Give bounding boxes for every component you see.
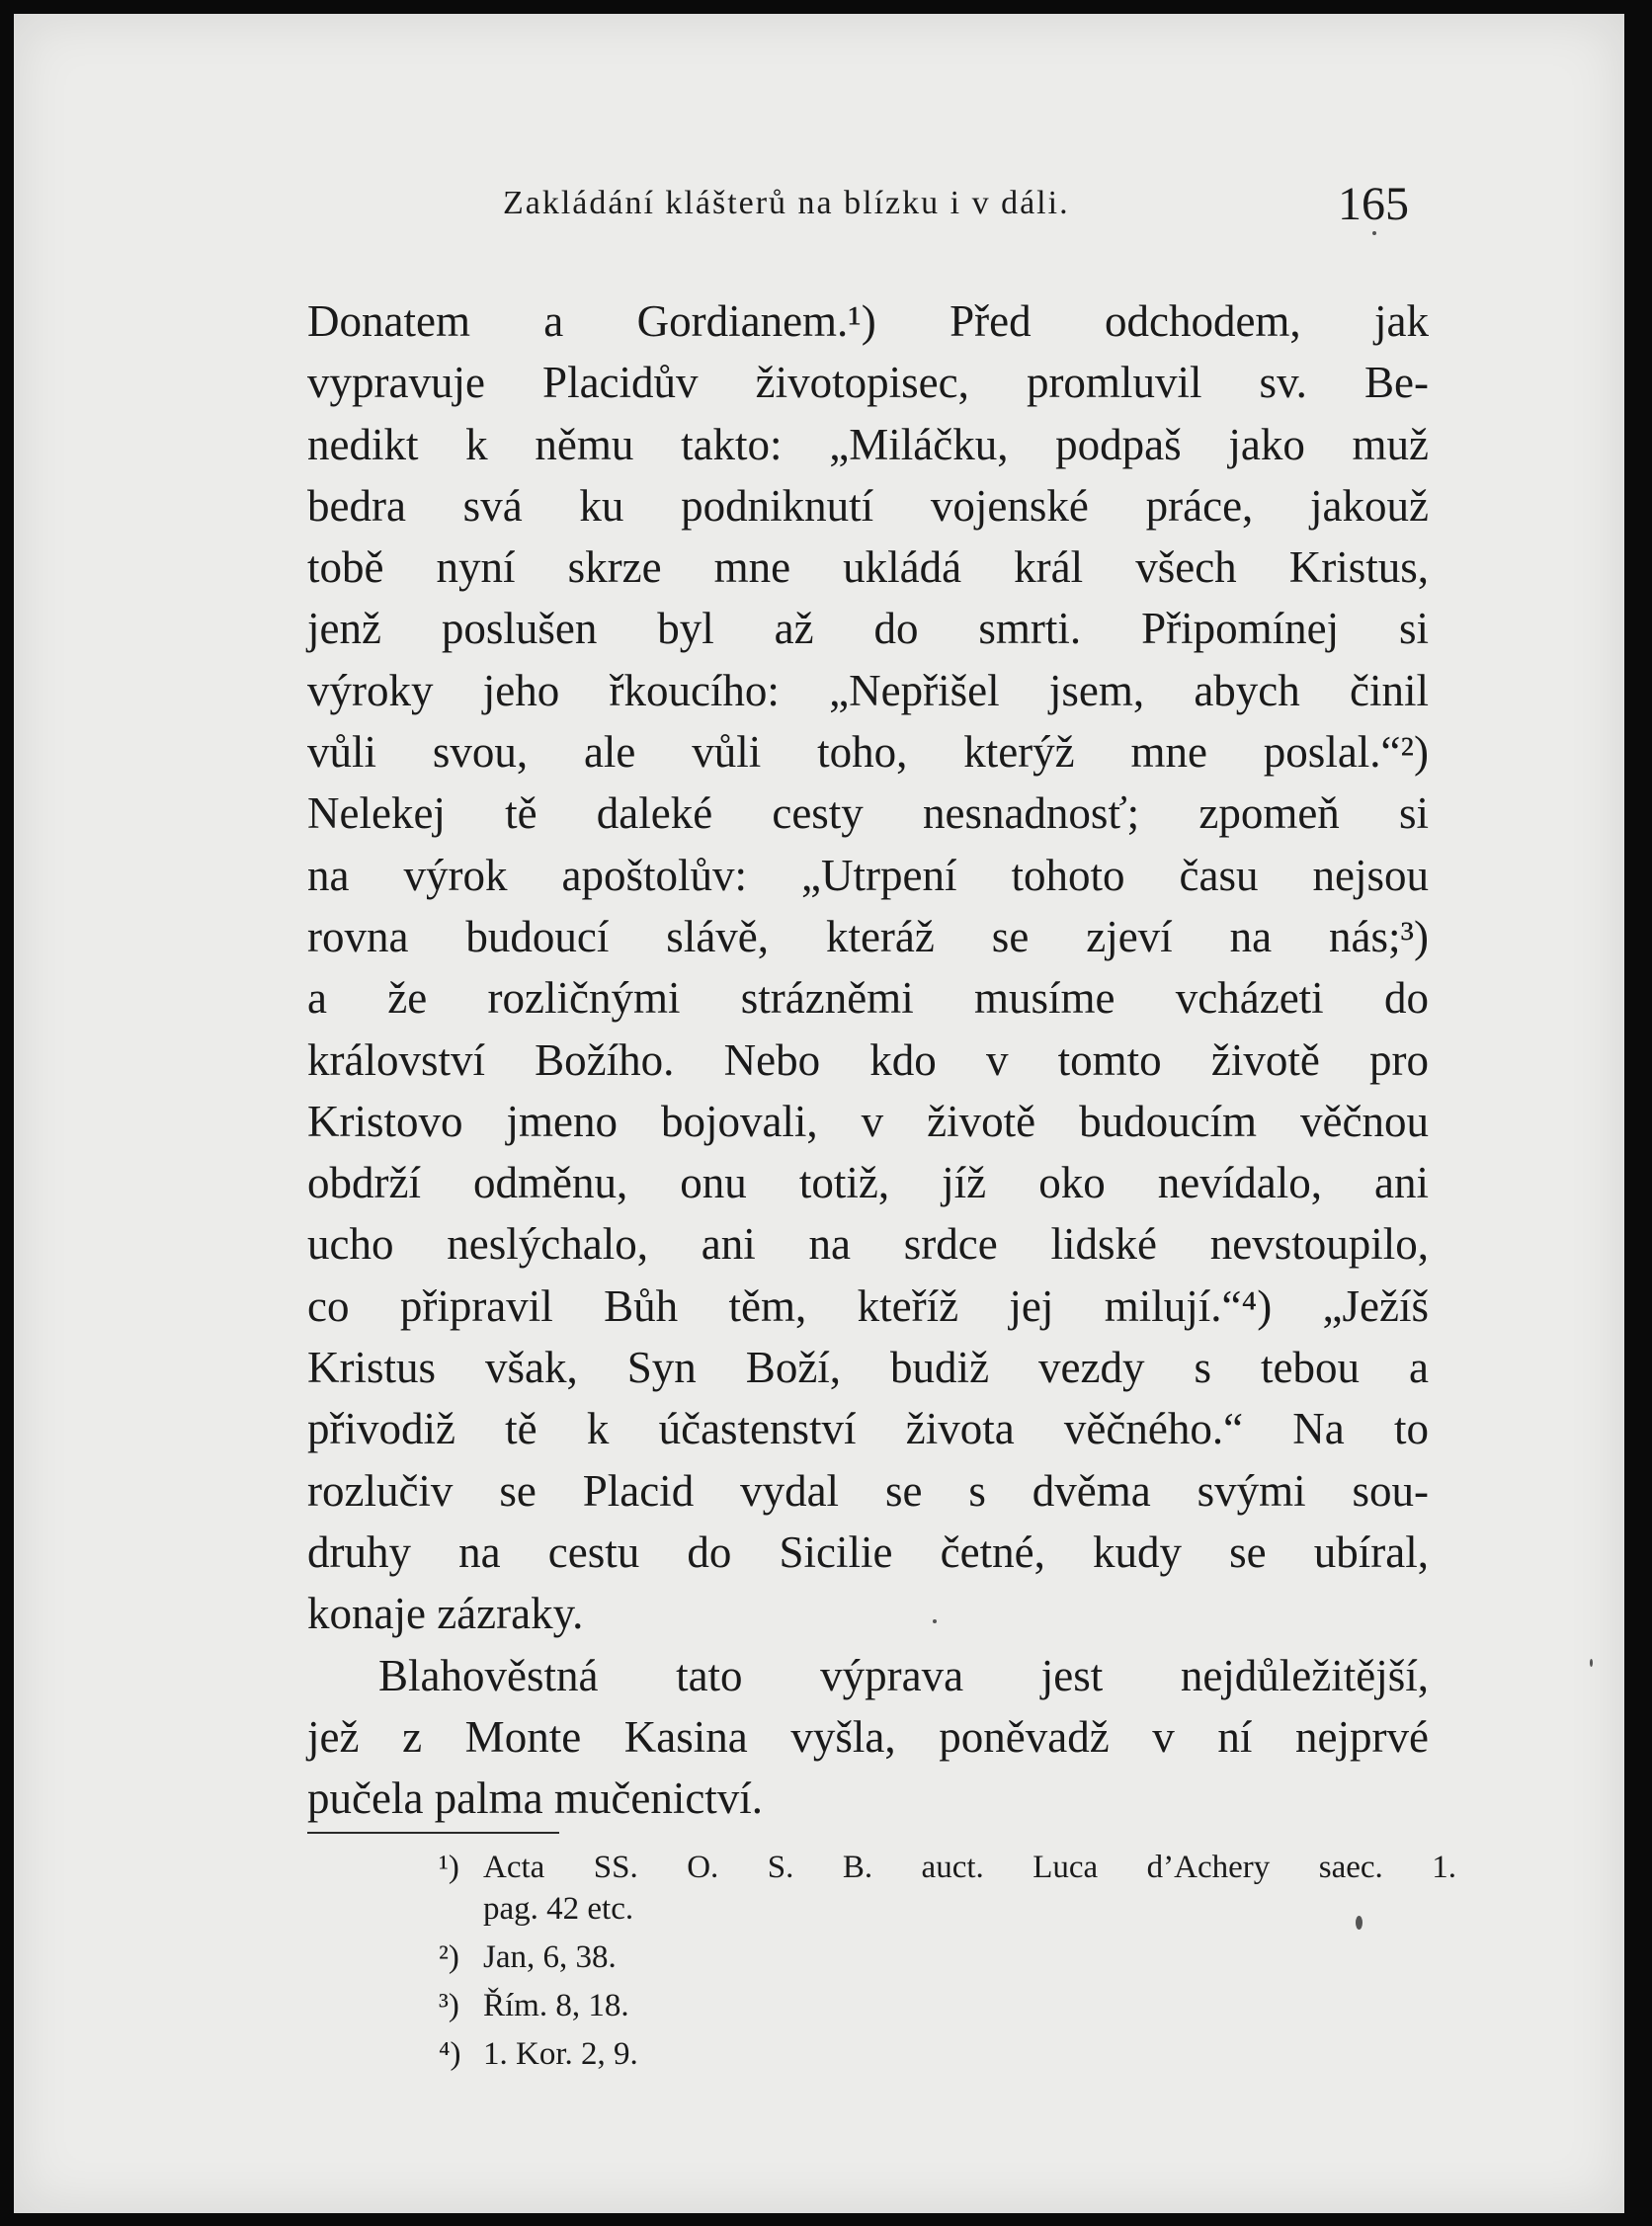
text-line: ucho neslýchalo, ani na srdce lidské nevstoupilo, xyxy=(307,1219,1429,1270)
main-text xyxy=(307,290,1429,1829)
text-line: přivodiž tě k účastenství života věčného.“ Na to xyxy=(307,1404,1429,1454)
footnote-text: pag. 42 etc. xyxy=(483,1891,634,1927)
text-line: rozlučiv se Placid vydal se s dvěma svými sou- xyxy=(307,1465,1429,1516)
text-line: a že rozličnými strázněmi musíme vcházeti do xyxy=(307,973,1429,1024)
footnote-text: Řím. 8, 18. xyxy=(483,1988,629,2023)
footnote-mark: ³) xyxy=(439,1988,459,2023)
text-line: vůli svou, ale vůli toho, kterýž mne poslal.“²) xyxy=(307,727,1429,778)
page-number: 165 xyxy=(1338,178,1409,230)
footnote xyxy=(439,1847,1456,1930)
scan-speck xyxy=(933,1619,937,1623)
footnote-text: Acta SS. O. S. B. auct. Luca d’Achery saec. 1. xyxy=(483,1850,1456,1885)
running-title: Zakládání klášterů na blízku i v dáli. xyxy=(503,185,1070,221)
text-line: výroky jeho řkoucího: „Nepřišel jsem, abych činil xyxy=(307,665,1429,715)
scan-speck xyxy=(1356,1916,1363,1930)
footnotes xyxy=(439,1847,1456,2082)
text-line: obdrží odměnu, onu totiž, jíž oko nevídalo, ani xyxy=(307,1158,1429,1208)
footnote-mark: ⁴) xyxy=(439,2036,461,2072)
text-line: Kristus však, Syn Boží, budiž vezdy s tebou a xyxy=(307,1343,1429,1393)
page-header xyxy=(14,177,1624,236)
scan-speck xyxy=(1372,231,1376,235)
text-line: druhy na cestu do Sicilie četné, kudy se ubíral, xyxy=(307,1526,1429,1577)
text-line: království Božího. Nebo kdo v tomto životě pro xyxy=(307,1034,1429,1085)
footnote-separator xyxy=(307,1832,559,1834)
footnote-mark: ¹) xyxy=(439,1850,459,1885)
text-line: Kristovo jmeno bojovali, v životě budoucím věčnou xyxy=(307,1096,1429,1146)
scan-speck xyxy=(1590,1659,1593,1667)
paragraph-line: Blahověstná tato výprava jest nejdůležitější, xyxy=(378,1650,1429,1700)
footnote xyxy=(439,2033,1427,2075)
text-line: rovna budoucí slávě, kteráž se zjeví na nás;³) xyxy=(307,911,1429,961)
paragraph-line: jež z Monte Kasina vyšla, poněvadž v ní nejprvé xyxy=(307,1711,1429,1762)
text-line: Nelekej tě daleké cesty nesnadnosť; zpomeň si xyxy=(307,788,1429,839)
text-line: tobě nyní skrze mne ukládá král všech Kristus, xyxy=(307,542,1429,593)
footnote-mark: ²) xyxy=(439,1939,459,1975)
text-line: jenž poslušen byl až do smrti. Připomínej si xyxy=(307,604,1429,654)
footnote xyxy=(439,1985,1427,2026)
text-line: co připravil Bůh těm, kteříž jej milují.“⁴) „Ježíš xyxy=(307,1280,1429,1331)
paragraph-line: pučela palma mučenictví. xyxy=(307,1773,764,1824)
text-line: Donatem a Gordianem.¹) Před odchodem, jak xyxy=(307,296,1429,346)
text-line: nedikt k němu takto: „Miláčku, podpaš jako muž xyxy=(307,419,1429,469)
text-line: konaje zázraky. xyxy=(307,1589,584,1639)
text-line: na výrok apoštolův: „Utrpení tohoto času nejsou xyxy=(307,850,1429,900)
footnote-text: 1. Kor. 2, 9. xyxy=(483,2036,638,2072)
book-page xyxy=(14,14,1624,2213)
footnote-text: Jan, 6, 38. xyxy=(483,1939,617,1975)
footnote xyxy=(439,1937,1427,1978)
text-line: vypravuje Placidův životopisec, promluvil sv. Be- xyxy=(307,358,1429,408)
text-line: bedra svá ku podniknutí vojenské práce, jakouž xyxy=(307,480,1429,531)
